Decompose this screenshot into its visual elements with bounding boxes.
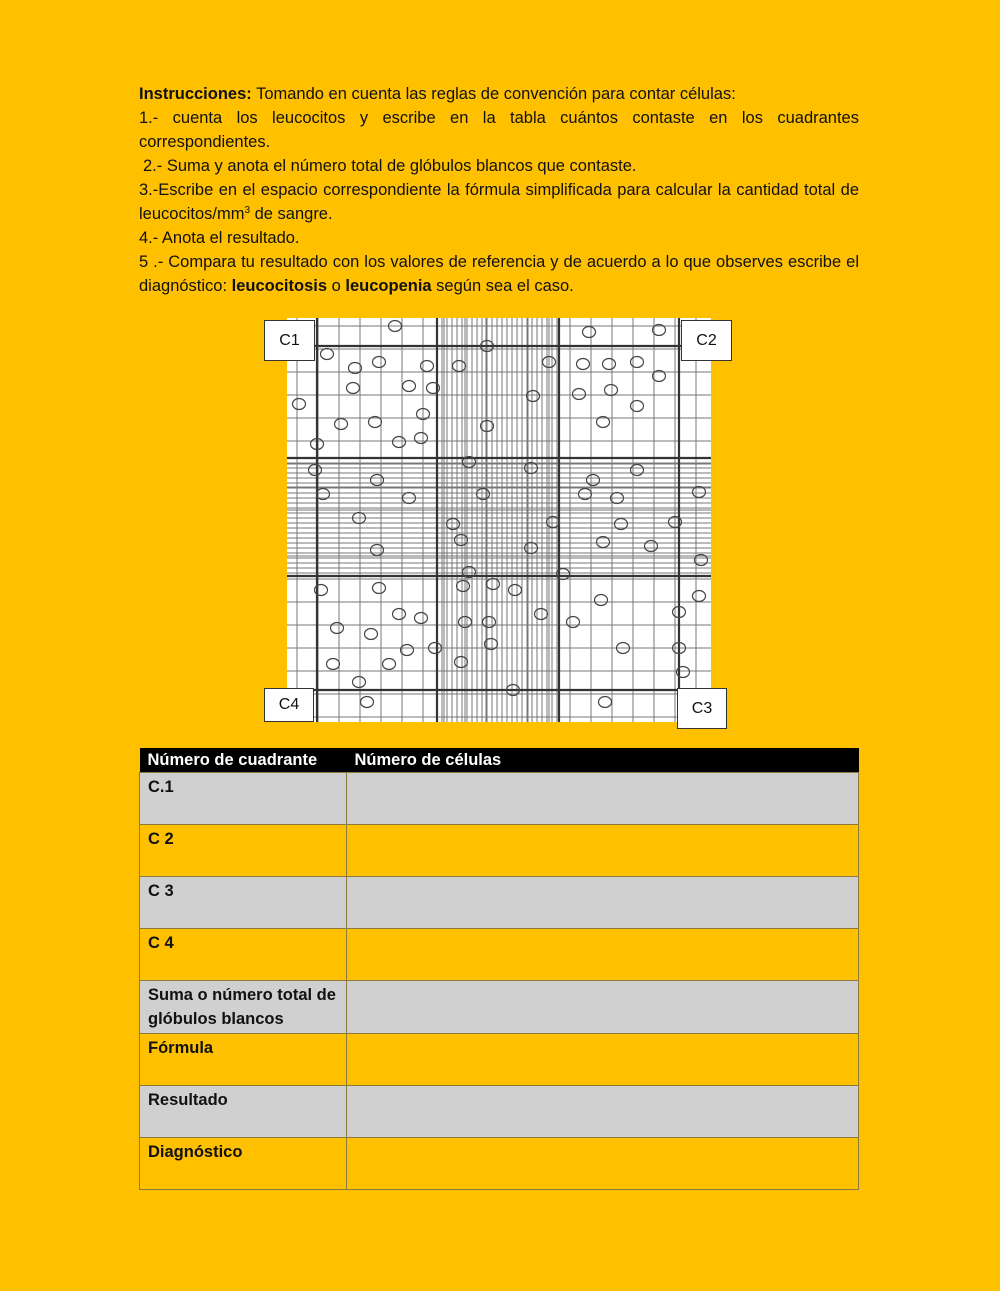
row-input-c3[interactable] [347,877,859,929]
leukocyte-circle [631,465,644,476]
leukocyte-circle [595,595,608,606]
leukocyte-circle [393,437,406,448]
row-input-result[interactable] [347,1086,859,1138]
leukocyte-circle [403,381,416,392]
leukocyte-circle [487,579,500,590]
leukocyte-circle [453,361,466,372]
leukocyte-circle [293,399,306,410]
leukocyte-circle [371,475,384,486]
row-input-formula[interactable] [347,1034,859,1086]
instructions-text [139,82,859,298]
leukocyte-circle [383,659,396,670]
leukocyte-circle [335,419,348,430]
row-input-c2[interactable] [347,825,859,877]
header-quadrant: Número de cuadrante [140,748,347,773]
intro-text: Tomando en cuenta las reglas de convención para contar células: [251,85,736,103]
leukocyte-circle [347,383,360,394]
row-label: C 2 [140,825,347,877]
step-2: 2.- Suma y anota el número total de glóbulos blancos que contaste. [143,157,637,175]
neubauer-grid [287,318,711,722]
leukocyte-circle [455,657,468,668]
step-5 [139,250,859,298]
leukocyte-circle [583,327,596,338]
leukocyte-circle [331,623,344,634]
row-input-diagnosis[interactable] [347,1138,859,1190]
leukocyte-circle [327,659,340,670]
step-3-suffix: de sangre. [250,205,333,223]
leukocyte-circle [457,581,470,592]
leukocyte-circle [693,591,706,602]
step-5-or: o [327,277,346,295]
leukocyte-circle [353,677,366,688]
leukocyte-circle [599,697,612,708]
table-header-row [140,748,859,773]
row-label: C.1 [140,773,347,825]
step-4: 4.- Anota el resultado. [139,229,300,247]
leukocyte-circle [321,349,334,360]
counting-chamber-figure [287,318,711,722]
leukocyte-circle [371,545,384,556]
leukocyte-circle [573,389,586,400]
table-row [140,981,859,1034]
quadrant-label-c1: C1 [264,320,315,361]
leukocyte-circle [455,535,468,546]
step-5-text: 5 .- Compara tu resultado con los valores de referencia y de acuerdo a lo que observes escribe el diagnóstico: [139,253,859,295]
quadrant-label-c2: C2 [681,320,732,361]
leukocyte-circle [415,433,428,444]
step-3-superscript: 3 [244,205,251,216]
leukocyte-circle [421,361,434,372]
leukocyte-circle [587,475,600,486]
step-3-text: 3.-Escribe en el espacio correspondiente la fórmula simplificada para calcular la cantidad total de leucocitos/mm [139,181,859,223]
leukocyte-circle [415,613,428,624]
quadrant-label-c3: C3 [677,688,727,729]
leukocyte-circle [483,617,496,628]
term-leucopenia: leucopenia [345,277,432,295]
cell-count-table [139,748,859,1190]
row-input-c4[interactable] [347,929,859,981]
table-row [140,1034,859,1086]
leukocyte-circle [535,609,548,620]
leukocyte-circle [393,609,406,620]
leukocyte-circle [603,359,616,370]
table-row [140,929,859,981]
leukocyte-circle [373,357,386,368]
row-label: Resultado [140,1086,347,1138]
leukocyte-circle [365,629,378,640]
instructions-intro [139,82,859,106]
table-row [140,877,859,929]
leukocyte-circle [605,385,618,396]
leukocyte-circle [631,401,644,412]
leukocyte-circle [631,357,644,368]
table-row [140,1086,859,1138]
step-1: 1.- cuenta los leucocitos y escribe en la tabla cuántos contaste en los cuadrantes correspondientes. [139,109,859,151]
leukocyte-circle [567,617,580,628]
row-label: C 4 [140,929,347,981]
leukocyte-circle [373,583,386,594]
leukocyte-circle [645,541,658,552]
leukocyte-circle [577,359,590,370]
row-label: Diagnóstico [140,1138,347,1190]
term-leucocitosis: leucocitosis [231,277,328,295]
header-cell-count: Número de células [347,748,859,773]
leukocyte-circle [509,585,522,596]
step-3 [139,178,859,226]
step-5-suffix: según sea el caso. [431,277,574,295]
row-label: Fórmula [140,1034,347,1086]
table-row [140,1138,859,1190]
table-row [140,825,859,877]
row-label: Suma o número total de glóbulos blancos [140,981,347,1034]
leukocyte-circle [309,465,322,476]
table-row [140,773,859,825]
instructions-title: Instrucciones: [139,85,252,103]
row-label: C 3 [140,877,347,929]
row-input-c1[interactable] [347,773,859,825]
row-input-total[interactable] [347,981,859,1034]
leukocyte-circle [361,697,374,708]
quadrant-label-c4: C4 [264,688,314,722]
